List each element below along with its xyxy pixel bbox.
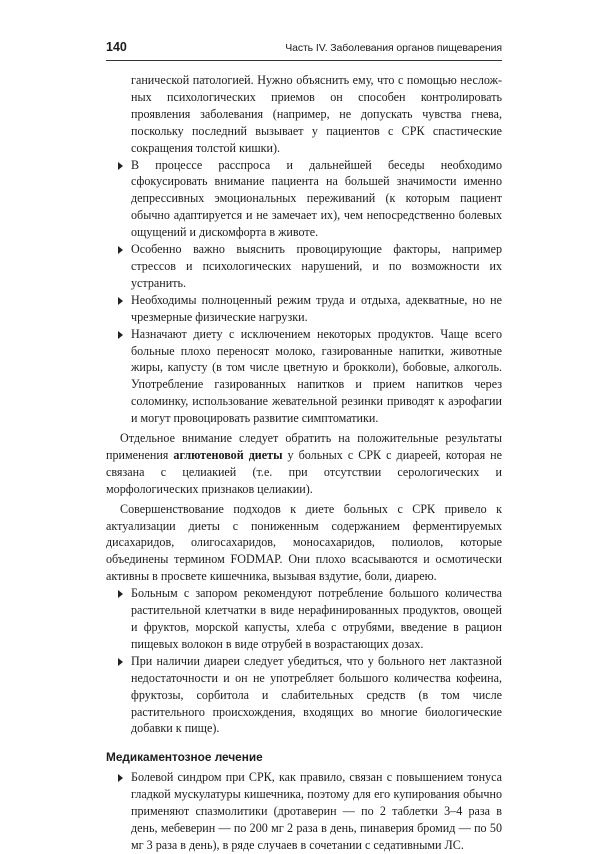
bullet-list-2	[106, 585, 502, 737]
page-body	[106, 72, 502, 854]
bullet-triangle-icon	[118, 590, 123, 598]
running-head: Часть IV. Заболевания органов пищеварения	[285, 42, 502, 54]
bullet-triangle-icon	[118, 658, 123, 666]
bullet-triangle-icon	[118, 162, 123, 170]
list-item-text: Болевой синдром при СРК, как правило, связан с повышением тонуса гладкой мускулатуры кишечника, поэтому для его купирования обычно применяют спазмолитики (дротаверин — по 2 таблетки 3–4 раза в день, мебеверин — по 200 мг 2 раза в день, пинаверия бромид — по 50 мг 3 раза в день), в ряде случаев в сочетании с седативными ЛС.	[131, 770, 502, 852]
list-item	[106, 585, 502, 653]
list-item-text: Необходимы полноценный режим труда и отдыха, адекватные, но не чрезмерные физические нагрузки.	[131, 292, 502, 324]
list-item	[106, 769, 502, 854]
list-item	[106, 653, 502, 738]
section-heading: Медикаментозное лечение	[106, 750, 263, 765]
list-item	[106, 157, 502, 242]
page-number: 140	[106, 40, 127, 54]
list-item-text: Больным с запором рекомендуют потребление большого количества растительной клетчатки в виде нерафинированных продуктов, овощей и фруктов, морской капусты, хлеба с отрубями, введение в рацион пищевых волокон в виде отрубей в возрастающих дозах.	[131, 586, 502, 651]
list-item	[106, 326, 502, 427]
page-header	[106, 40, 502, 54]
list-item-text: В процессе расспроса и дальнейшей беседы необходимо сфокусировать внимание пациента на большей значимости именно депрессивных эмоциональных переживаний (к которым пациент обычно адаптируется и не замечает их), чем непосредственно болевых ощущений и дискомфорта в животе.	[131, 157, 502, 240]
bullet-list-3	[106, 769, 502, 854]
list-item-text: При наличии диареи следует убедиться, что у больного нет лактазной недостаточности и он не употребляет большого количества кофеина, фруктозы, сорбитола и слабительных средств (в том числе растительного происхождения, входящих во многие биологические добавки к пище).	[131, 653, 502, 736]
intro-continuation: ганической патологией. Нужно объяснить ему, что с помощью неслож-ных психологических приемов он способен контролировать проявления заболевания (например, не допускать чувства гнева, поскольку последний вызывает у пациентов с СРК спастические сокращения толстой кишки).	[131, 73, 502, 155]
list-item-text: Особенно важно выяснить провоцирующие факторы, например стрессов и психологических нарушений, и по возможности их устранить.	[131, 242, 502, 290]
header-rule	[106, 60, 502, 61]
bullet-list-1	[106, 157, 502, 428]
list-item	[106, 241, 502, 292]
list-item	[106, 292, 502, 326]
bullet-triangle-icon	[118, 331, 123, 339]
bullet-triangle-icon	[118, 774, 123, 782]
paragraph-gluten-diet: Отдельное внимание следует обратить на положительные результаты применения аглютеновой диеты у больных с СРК с диареей, которая не связана с целиакией (т.е. при отсутствии серологических и морфологических признаков целиакии).	[106, 431, 502, 496]
bold-term: аглютеновой диеты	[173, 447, 283, 462]
bullet-triangle-icon	[118, 297, 123, 305]
list-item-text: Назначают диету с исключением некоторых продуктов. Чаще всего больные плохо переносят молоко, газированные напитки, животные жиры, капусту (в том числе цветную и брокколи), бобовые, алкоголь. Употребление газированных напитков и прием напитков через соломинку, использование жевательной резинки приводят к аэрофагии и могут провоцировать развитие симптоматики.	[131, 326, 502, 426]
bullet-triangle-icon	[118, 246, 123, 254]
paragraph-fodmap: Совершенствование подходов к диете больных с СРК привело к актуализации диеты с пониженным содержанием ферментируемых дисахаридов, олигосахаридов, моносахаридов, полиолов, которые объединены термином FODMAP. Они плохо всасываются и осмотически активны в просвете кишечника, вызывая вздутие, боли, диарею.	[106, 501, 502, 584]
